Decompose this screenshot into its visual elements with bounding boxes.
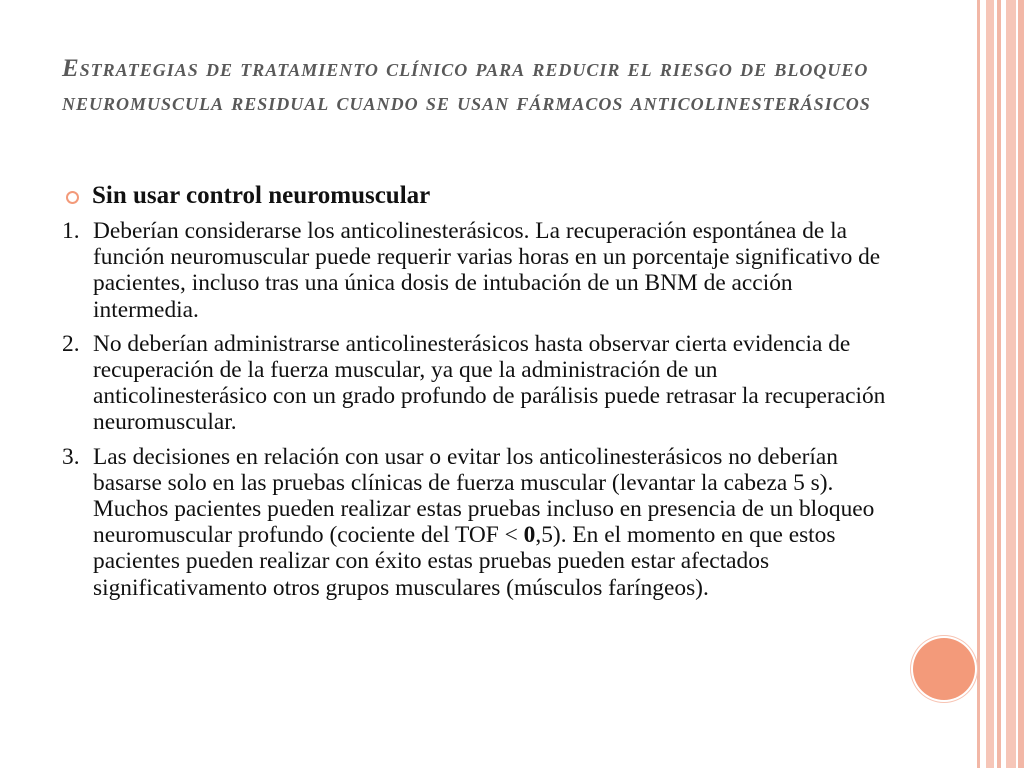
item-number: 1.: [62, 218, 80, 244]
list-item: [62, 218, 892, 323]
slide-title: Estrategias de tratamiento clínico para reducir el riesgo de bloqueo neuromuscula residual cuando se usan fármacos anticolinesterásicos: [62, 55, 871, 116]
item-text-after: ,5). En el momento en que estos pacientes pueden realizar con éxito estas pruebas pueden estar afectados significativamento otros grupos musculares (músculos faríngeos).: [93, 522, 836, 601]
decorative-circle: [913, 638, 975, 700]
decorative-stripe: [977, 0, 980, 768]
numbered-list: [62, 218, 892, 609]
list-item: [62, 444, 892, 601]
item-text: Deberían considerarse los anticolinesterásicos. La recuperación espontánea de la función neuromuscular puede requerir varias horas en un porcentaje significativo de pacientes, incluso tras una única dosis de intubación de un BNM de acción intermedia.: [93, 218, 881, 323]
item-text: No deberían administrarse anticolinesterásicos hasta observar cierta evidencia de recuperación de la fuerza muscular, ya que la administración de un anticolinesterásico con un grado profundo de parálisis puede retrasar la recuperación neuromuscular.: [93, 330, 886, 436]
bullet-heading: [66, 182, 430, 210]
item-number: 3.: [62, 443, 80, 470]
list-item: [62, 331, 892, 436]
item-text-before: Las decisiones en relación con usar o evitar los anticolinesterásicos no deberían basarse solo en las pruebas clínicas de fuerza muscular (levantar la cabeza 5 s). Muchos pacientes pueden realizar estas pruebas incluso en presencia de un bloqueo neuromuscular profundo (cociente del TOF <: [93, 443, 875, 549]
item-number: 2.: [62, 330, 80, 357]
bullet-heading-text: Sin usar control neuromuscular: [92, 182, 431, 209]
decorative-stripe: [1018, 0, 1024, 768]
decorative-stripe: [997, 0, 1001, 768]
item-text-bold: 0: [523, 522, 536, 549]
bullet-ring-icon: [66, 191, 79, 204]
decorative-stripe: [1006, 0, 1016, 768]
decorative-stripe: [986, 0, 994, 768]
